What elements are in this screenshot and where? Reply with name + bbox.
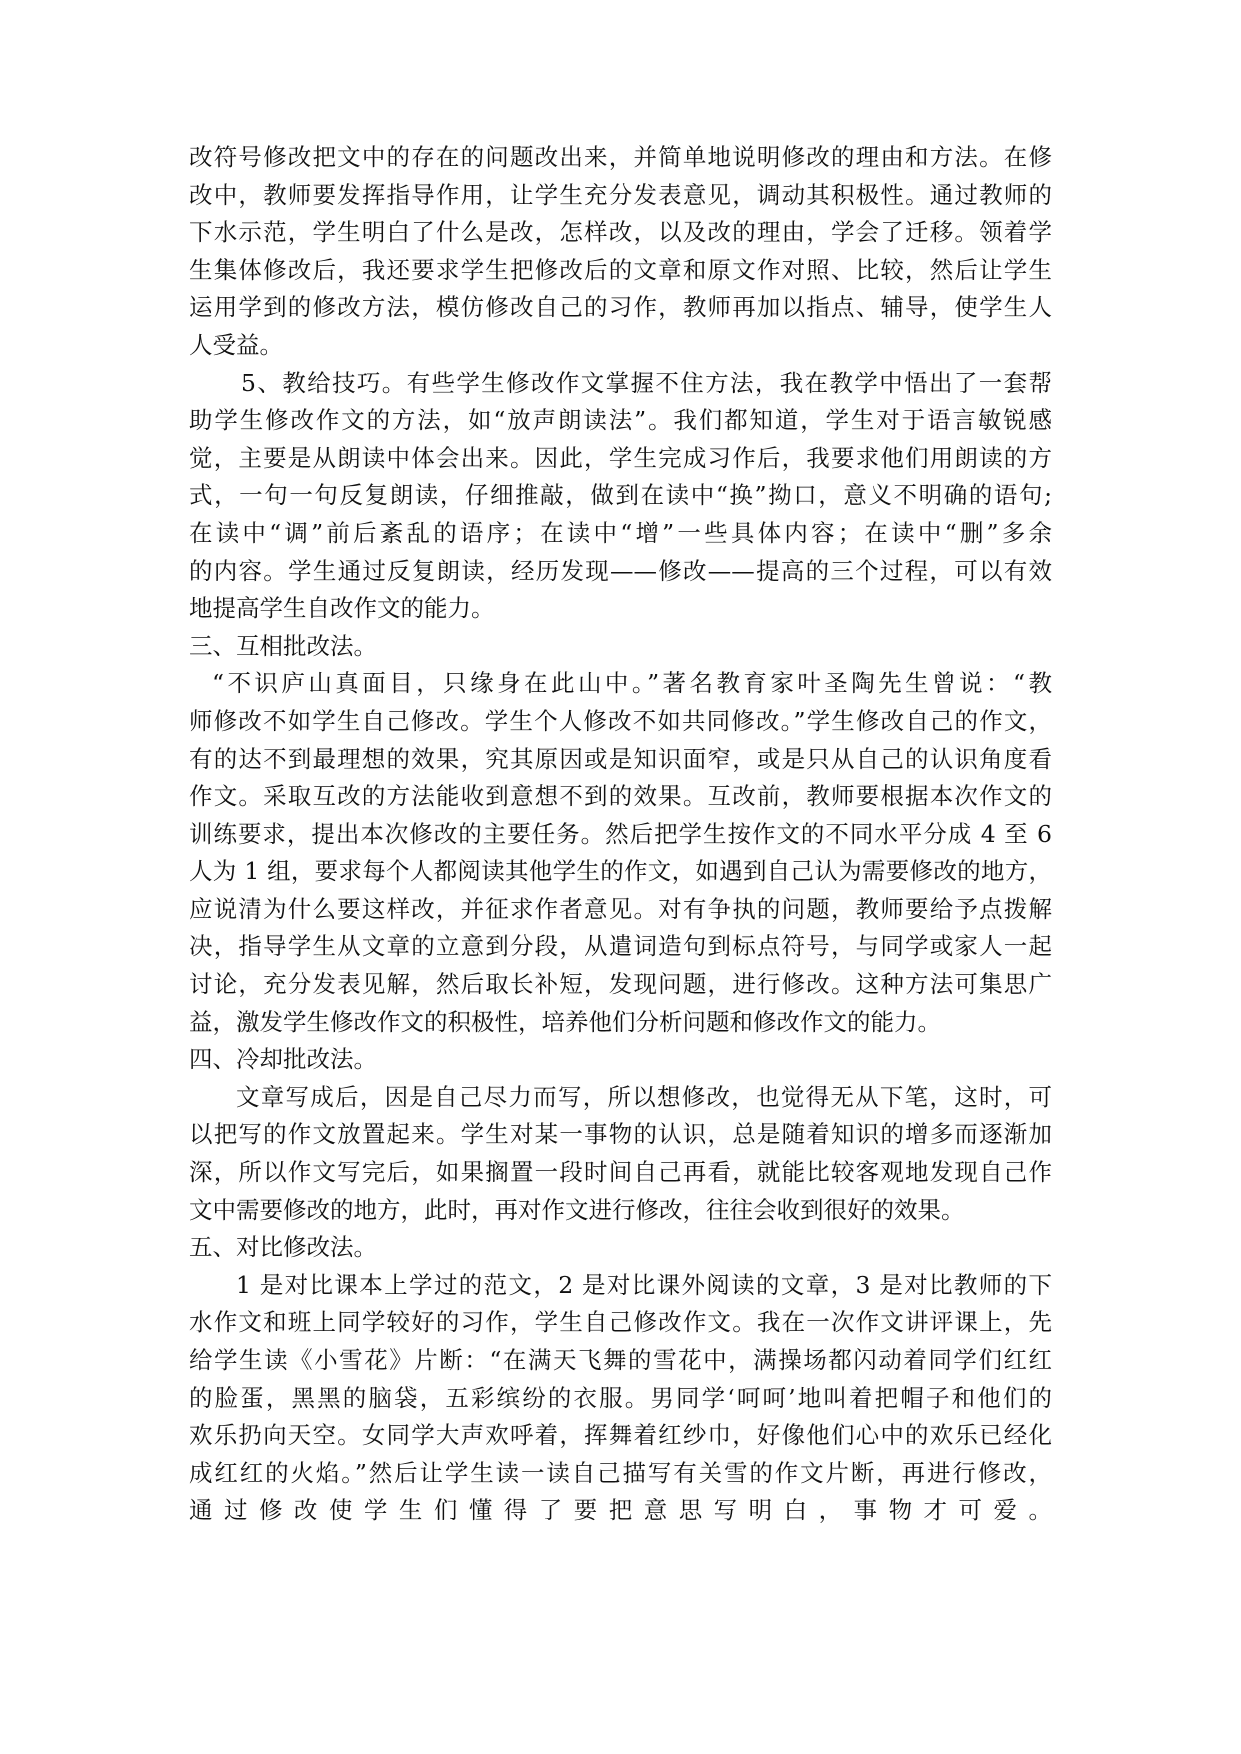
- text-line: 人为 1 组，要求每个人都阅读其他学生的作文，如遇到自己认为需要修改的地方，: [189, 857, 1052, 886]
- text-line: 益，激发学生修改作文的积极性，培养他们分析问题和修改作文的能力。: [189, 1007, 941, 1036]
- text-line: 下水示范，学生明白了什么是改，怎样改，以及改的理由，学会了迁移。领着学: [189, 218, 1052, 247]
- text-line: 讨论，充分发表见解，然后取长补短，发现问题，进行修改。这种方法可集思广: [189, 970, 1052, 999]
- text-line: 在读中“调”前后紊乱的语序；在读中“增”一些具体内容；在读中“删”多余: [189, 518, 1052, 547]
- text-line: 式，一句一句反复朗读，仔细推敲，做到在读中“换”拗口，意义不明确的语句;: [189, 481, 1052, 510]
- text-line: 运用学到的修改方法，模仿修改自己的习作，教师再加以指点、辅导，使学生人: [189, 293, 1052, 322]
- text-line: 深，所以作文写完后，如果搁置一段时间自己再看，就能比较客观地发现自己作: [189, 1158, 1052, 1187]
- text-line: 有的达不到最理想的效果，究其原因或是知识面窄，或是只从自己的认识角度看: [189, 744, 1052, 773]
- text-line: 训练要求，提出本次修改的主要任务。然后把学生按作文的不同水平分成 4 至 6: [189, 819, 1052, 848]
- document-page: [189, 139, 1052, 1530]
- text-line: 以把写的作文放置起来。学生对某一事物的认识，总是随着知识的增多而逐渐加: [189, 1120, 1052, 1149]
- text-line: 人受益。: [189, 330, 283, 359]
- text-line: 的脸蛋，黑黑的脑袋，五彩缤纷的衣服。男同学‘呵呵’地叫着把帽子和他们的: [189, 1383, 1052, 1412]
- text-line: 成红红的火焰。”然后让学生读一读自己描写有关雪的作文片断，再进行修改，: [189, 1458, 1052, 1487]
- text-line: 通过修改使学生们懂得了要把意思写明白，事物才可爱。: [189, 1496, 1052, 1525]
- text-line: 地提高学生自改作文的能力。: [189, 594, 495, 623]
- text-line: 文章写成后，因是自己尽力而写，所以想修改，也觉得无从下笔，这时，可: [236, 1082, 1052, 1111]
- text-line: 欢乐扔向天空。女同学大声欢呼着，挥舞着红纱巾，好像他们心中的欢乐已经化: [189, 1421, 1052, 1450]
- text-line: 的内容。学生通过反复朗读，经历发现——修改——提高的三个过程，可以有效: [189, 556, 1052, 585]
- text-line: 5、教给技巧。有些学生修改作文掌握不住方法，我在教学中悟出了一套帮: [241, 368, 1052, 397]
- text-line: 助学生修改作文的方法，如“放声朗读法”。我们都知道，学生对于语言敏锐感: [189, 406, 1052, 435]
- text-line: 文中需要修改的地方，此时，再对作文进行修改，往往会收到很好的效果。: [189, 1195, 965, 1224]
- text-line: 应说清为什么要这样改，并征求作者意见。对有争执的问题，教师要给予点拨解: [189, 894, 1052, 923]
- text-line: 改符号修改把文中的存在的问题改出来，并简单地说明修改的理由和方法。在修: [189, 143, 1052, 171]
- text-line: 水作文和班上同学较好的习作，学生自己修改作文。我在一次作文讲评课上，先: [189, 1308, 1052, 1337]
- text-line: 改中，教师要发挥指导作用，让学生充分发表意见，调动其积极性。通过教师的: [189, 180, 1052, 209]
- section-heading: 五、对比修改法。: [189, 1233, 377, 1262]
- text-line: 师修改不如学生自己修改。学生个人修改不如共同修改。”学生修改自己的作文，: [189, 706, 1052, 735]
- text-line: 1 是对比课本上学过的范文，2 是对比课外阅读的文章，3 是对比教师的下: [236, 1270, 1052, 1299]
- text-line: 给学生读《小雪花》片断：“在满天飞舞的雪花中，满操场都闪动着同学们红红: [189, 1346, 1052, 1374]
- text-line: 生集体修改后，我还要求学生把修改后的文章和原文作对照、比较，然后让学生: [189, 255, 1052, 284]
- section-heading: 三、互相批改法。: [189, 631, 377, 660]
- text-line: 决，指导学生从文章的立意到分段，从遣词造句到标点符号，与同学或家人一起: [189, 932, 1052, 961]
- text-line: 觉，主要是从朗读中体会出来。因此，学生完成习作后，我要求他们用朗读的方: [189, 443, 1052, 472]
- text-line: 作文。采取互改的方法能收到意想不到的效果。互改前，教师要根据本次作文的: [189, 782, 1052, 811]
- text-line: “不识庐山真面目，只缘身在此山中。”著名教育家叶圣陶先生曾说：“教: [212, 669, 1052, 698]
- section-heading: 四、冷却批改法。: [189, 1045, 377, 1074]
